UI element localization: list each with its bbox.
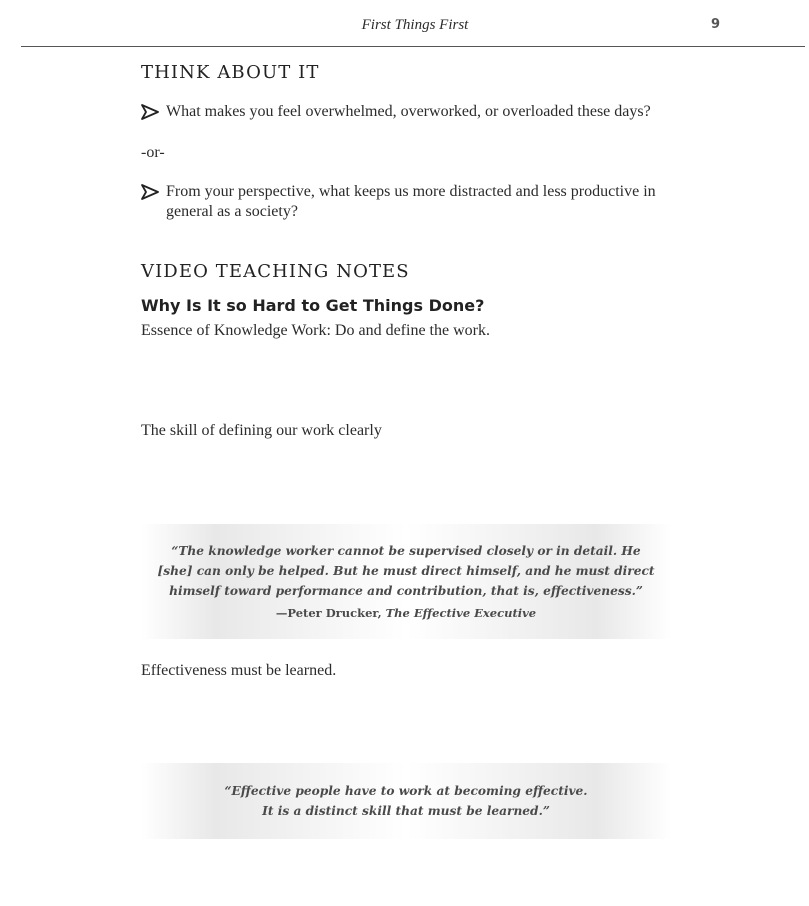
bullet-item: [141, 102, 671, 122]
note-text: Essence of Knowledge Work: Do and define the work.: [141, 322, 490, 339]
quote-line: It is a distinct skill that must be learned.”: [262, 804, 550, 818]
arrow-bullet-icon: [141, 184, 159, 200]
quote-line: “Effective people have to work at becoming effective.: [224, 784, 588, 798]
pull-quote: [141, 763, 671, 839]
think-about-it-heading: THINK ABOUT IT: [141, 62, 320, 83]
quote-attribution: [141, 603, 671, 623]
page-header: [21, 0, 805, 47]
running-title: First Things First: [361, 17, 469, 33]
quote-line: [she] can only be helped. But he must direct himself, and he must direct: [157, 564, 655, 578]
pull-quote: [141, 524, 671, 639]
attribution-book: The Effective Executive: [385, 606, 537, 620]
page-number: 9: [711, 17, 721, 32]
arrow-bullet-icon: [141, 104, 159, 120]
quote-line: “The knowledge worker cannot be supervised closely or in detail. He: [171, 544, 641, 558]
attribution-author: —Peter Drucker,: [275, 606, 386, 620]
section-subheading: Why Is It so Hard to Get Things Done?: [141, 296, 485, 315]
quote-line: himself toward performance and contribution, that is, effectiveness.”: [169, 584, 643, 598]
bullet-text: What makes you feel overwhelmed, overworked, or overloaded these days?: [166, 103, 651, 120]
or-separator: -or-: [141, 144, 165, 161]
bullet-item: [141, 182, 656, 222]
bullet-text: From your perspective, what keeps us more distracted and less productive in general as a society?: [166, 183, 656, 220]
video-teaching-notes-heading: VIDEO TEACHING NOTES: [141, 261, 410, 282]
note-text: The skill of defining our work clearly: [141, 422, 382, 439]
note-text: Effectiveness must be learned.: [141, 662, 337, 679]
